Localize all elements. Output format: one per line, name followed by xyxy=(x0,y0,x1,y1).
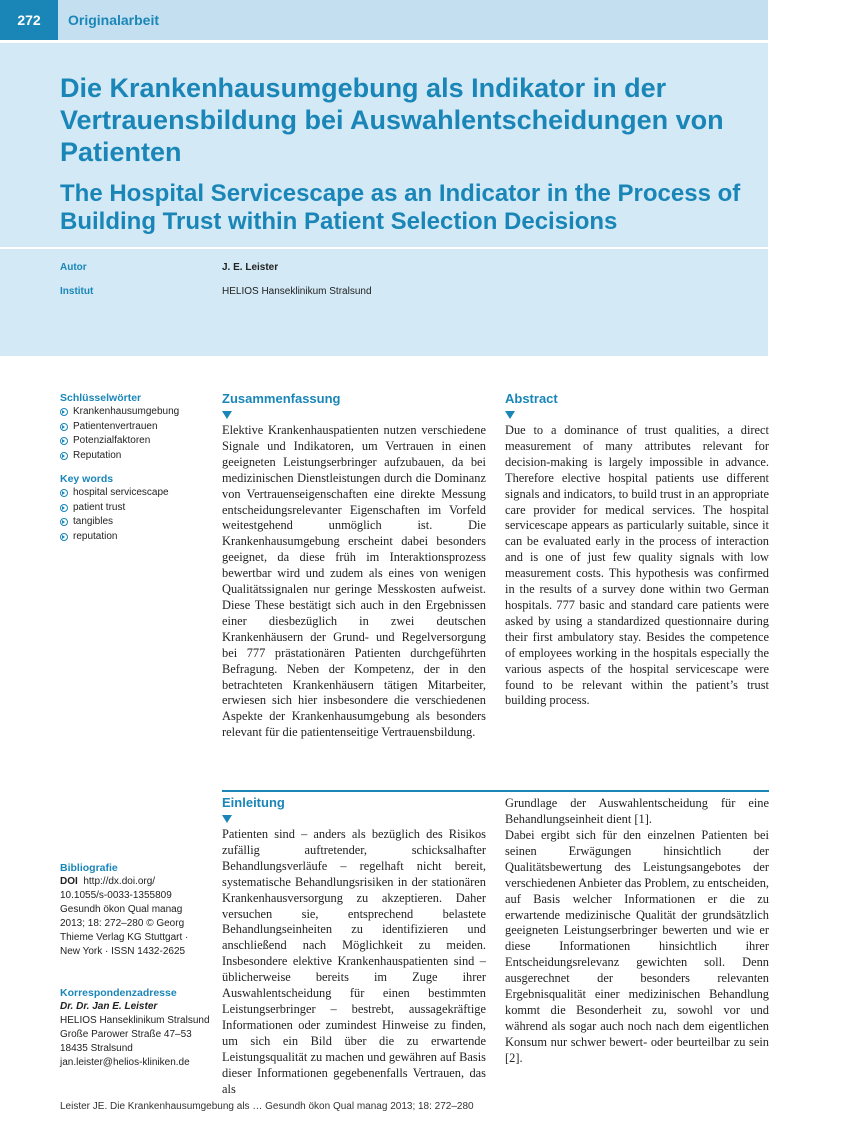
bullet-icon xyxy=(60,504,68,512)
bullet-icon xyxy=(60,437,68,445)
correspondence-name: Dr. Dr. Jan E. Leister xyxy=(60,1001,158,1012)
keyword-item: patient trust xyxy=(60,501,169,516)
bullet-icon xyxy=(60,452,68,460)
einleitung-heading: Einleitung xyxy=(222,795,285,810)
bibliography-line: 10.1055/s-0033-1355809 xyxy=(60,890,172,901)
bullet-icon xyxy=(60,423,68,431)
institute-name: HELIOS Hanseklinikum Stralsund xyxy=(222,286,372,297)
keyword-item: Potenzialfaktoren xyxy=(60,434,179,449)
correspondence-email: jan.leister@helios-kliniken.de xyxy=(60,1057,190,1068)
bullet-icon xyxy=(60,533,68,541)
doi-line: DOI http://dx.doi.org/ xyxy=(60,876,156,887)
triangle-down-icon xyxy=(505,411,515,419)
header-divider xyxy=(0,40,768,43)
einleitung-text-right-2: Dabei ergibt sich für den einzelnen Patienten bei seinen Erwägungen hinsichtlich der Qualitätsbewertung des Leistungsangebotes der verschiedenen Anbieter das Problem, zu entscheiden, auf Basis welcher Informationen er die zu erwartende medizinische Qualität der grundsätzlich geeigneten Leistungserbringer bewerten und wie er diese Informationen hinsichtlich ihrer Entscheidungsrelevanz gewichten soll. Denn ausgerechnet der besonders relevanten Ergebnisqualität einer medizinischen Behandlung kommt die Besonderheit zu, sowohl vor und während als sogar auch noch nach dem eigentlichen Konsum nur schwer bewert- oder beurteilbar zu sein [2]. xyxy=(505,828,769,1065)
triangle-down-icon xyxy=(222,815,232,823)
section-rule xyxy=(222,790,769,792)
keywords-de-heading: Schlüsselwörter xyxy=(60,392,142,404)
keywords-en-list xyxy=(60,486,169,544)
keyword-item: reputation xyxy=(60,530,169,545)
keyword-item: hospital servicescape xyxy=(60,486,169,501)
correspondence-line: HELIOS Hanseklinikum Stralsund xyxy=(60,1015,210,1026)
einleitung-text-right-1: Grundlage der Auswahlentscheidung für eine Behandlungseinheit dient [1]. xyxy=(505,796,769,826)
keyword-item: Krankenhausumgebung xyxy=(60,405,179,420)
keyword-item: tangibles xyxy=(60,515,169,530)
zusammenfassung-text: Elektive Krankenhauspatienten nutzen verschiedene Signale und Indikatoren, um Vertrauen in einen geeigneten Leistungserbringer aufzubauen, da bei medizinischen Dienstleistungen durch die Dominanz von Vertrauenseigenschaften eine direkte Messung entscheidungsrelevanter Eigenschaften im Vorfeld weitestgehend unmöglich ist. Die Krankenhausumgebung erscheint dabei besonders geeignet, da diese früh im Interaktionsprozess bewertbar wird und zudem als eines von wenigen Qualitätssignalen nur geringe Messkosten aufweist. Diese These bestätigt sich auch in den Ergebnissen einer diesbezüglich in zwei deutschen Krankenhäusern der Grund- und Regelversorgung bei 777 prästationären Patienten durchgeführten Befragung. Neben der Kompetenz, der in den betrachteten Krankenhäusern tätigen Mitarbeiter, erwiesen sich hier insbesondere die verschiedenen Aspekte der Krankenhausumgebung als besonders relevant für die patientenseitige Vertrauensbildung. xyxy=(222,423,486,740)
keyword-item: Reputation xyxy=(60,449,179,464)
bibliography-line: New York · ISSN 1432-2625 xyxy=(60,946,186,957)
section-label: Originalarbeit xyxy=(68,12,160,28)
keywords-en-heading: Key words xyxy=(60,473,114,485)
bibliography xyxy=(60,861,210,959)
einleitung-text-left: Patienten sind – anders als bezüglich des Risikos zufällig auftretender, schicksalhafter Behandlungsverläufe – regelhaft nicht bereit, systematische Behandlungsrisiken in der stationären Krankenhausversorgung zu akzeptieren. Daher versuchen sie, entsprechend belastete Behandlungseinheiten zu identifizieren und anschließend nach Möglichkeit zu meiden. Insbesondere elektive Krankenhauspatienten sind – üblicherweise bereits im Zuge ihrer Auswahlentscheidung für einen bestimmten Leistungserbringer – bestrebt, aussagekräftige Informationen oder zumindest Hinweise zu finden, um sich ein Bild über die zu erwartende Leistungsqualität zu machen und gewähren auf Basis dieser Informationen gegebenenfalls Vertrauen, das als xyxy=(222,827,486,1096)
page-number: 272 xyxy=(0,0,58,40)
author-label: Autor xyxy=(60,262,87,273)
abstract-text: Due to a dominance of trust qualities, a direct measurement of many attributes relevant for decision-making is largely impossible in advance. Therefore elective hospital patients use different signals and indicators, to build trust in an appropriate care provider for medical services. The hospital servicescape appears as particularly suitable, since it can be evaluated early in the process of interaction and is one of just few quality signals with low measurement costs. This hypothesis was confirmed in the results of a survey done within two German hospitals. 777 basic and standard care patients were asked by using a standardized questionnaire during their first ambulatory stay. Besides the competence of employees working in the hospitals especially the various aspects of the hospital servicescape were found to be relevant within the patient’s trust building process. xyxy=(505,423,769,708)
footer-citation: Leister JE. Die Krankenhausumgebung als … Gesundh ökon Qual manag 2013; 18: 272–280 xyxy=(60,1101,474,1112)
bibliography-line: Gesundh ökon Qual manag xyxy=(60,904,183,915)
bibliography-heading: Bibliografie xyxy=(60,862,118,874)
bibliography-line: 2013; 18: 272–280 © Georg xyxy=(60,918,185,929)
institute-label: Institut xyxy=(60,286,94,297)
bibliography-line: Thieme Verlag KG Stuttgart · xyxy=(60,932,189,943)
bullet-icon xyxy=(60,489,68,497)
zusammenfassung-heading: Zusammenfassung xyxy=(222,391,341,406)
correspondence-line: 18435 Stralsund xyxy=(60,1043,133,1054)
bullet-icon xyxy=(60,408,68,416)
correspondence xyxy=(60,986,210,1070)
keywords-de-list xyxy=(60,405,179,463)
bullet-icon xyxy=(60,518,68,526)
title-german: Die Krankenhausumgebung als Indikator in der Vertrauensbildung bei Auswahlentscheidungen von Patienten xyxy=(60,73,724,167)
correspondence-heading: Korrespondenzadresse xyxy=(60,987,177,999)
triangle-down-icon xyxy=(222,411,232,419)
correspondence-line: Große Parower Straße 47–53 xyxy=(60,1029,192,1040)
title-english: The Hospital Servicescape as an Indicator in the Process of Building Trust within Patient Selection Decisions xyxy=(60,180,741,235)
abstract-heading: Abstract xyxy=(505,391,558,406)
title-divider xyxy=(0,247,768,249)
header-band xyxy=(0,0,768,356)
author-name: J. E. Leister xyxy=(222,262,279,273)
keyword-item: Patientenvertrauen xyxy=(60,420,179,435)
